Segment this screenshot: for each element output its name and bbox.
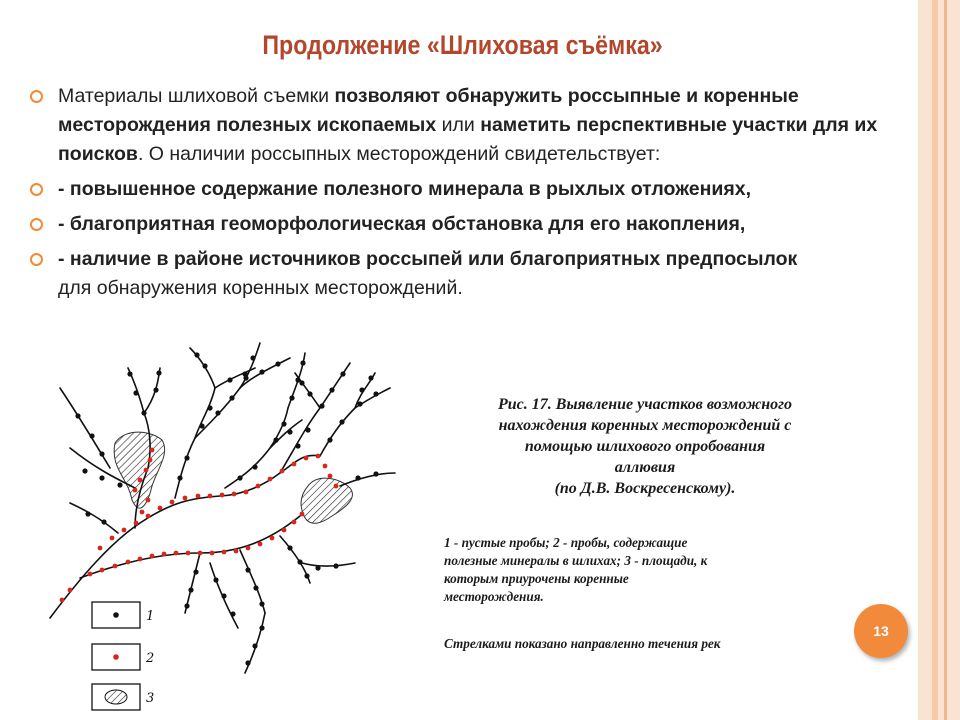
bullet-text: или bbox=[436, 114, 481, 136]
legend-line: которым приурочены коренные bbox=[444, 571, 629, 586]
bullet-text-bold: позволяют обнаружить россыпные и коренные месторождения полезных ископаемых bbox=[58, 85, 799, 136]
legend-key-3: 3 bbox=[146, 691, 155, 706]
figure-legend bbox=[92, 602, 154, 710]
caption-line: нахождения коренных месторождений с bbox=[498, 417, 792, 434]
legend-line: месторождения. bbox=[444, 589, 544, 604]
river-network-figure bbox=[40, 328, 430, 718]
decor-stripe-light bbox=[918, 0, 932, 720]
decor-stripe-dark bbox=[938, 0, 960, 720]
figure-caption bbox=[440, 394, 850, 499]
bullet-text: Материалы шлиховой съемки bbox=[58, 85, 335, 107]
bullet-text-bold: - наличие в районе источников россыпей или благоприятных предпосылок bbox=[58, 248, 798, 270]
caption-line: Рис. 17. Выявление участков возможного bbox=[498, 396, 792, 413]
bullet-text-bold: - повышенное содержание полезного минерала в рыхлых отложениях, bbox=[58, 178, 752, 200]
caption-line: (по Д.В. Воскресенскому). bbox=[554, 480, 736, 497]
legend-description bbox=[444, 534, 844, 606]
legend-line: полезные минералы в шлихах; 3 - площади, к bbox=[444, 553, 708, 568]
river-main bbox=[50, 455, 320, 618]
bullet-circle-icon bbox=[30, 218, 43, 231]
bullet-text-bold: наметить перспективные участки для их поисков bbox=[58, 114, 878, 165]
legend-key-2: 2 bbox=[146, 651, 155, 666]
bullet-text-bold: - благоприятная геоморфологическая обстановка для его накопления, bbox=[58, 213, 746, 235]
page-number-badge: 13 bbox=[854, 604, 908, 658]
river-lower bbox=[80, 516, 300, 578]
bullet-item bbox=[30, 175, 900, 204]
bullet-item bbox=[30, 210, 900, 239]
bullet-list bbox=[30, 82, 900, 309]
bullet-text: . О наличии россыпных месторождений свидетельствует: bbox=[137, 143, 661, 165]
bullet-text: для обнаружения коренных месторождений. bbox=[58, 277, 463, 299]
bullet-circle-icon bbox=[30, 183, 43, 196]
caption-line: помощью шлихового опробования bbox=[524, 438, 766, 455]
bullet-circle-icon bbox=[30, 253, 43, 266]
slide-title: Продолжение «Шлиховая съёмка» bbox=[262, 30, 663, 60]
legend-key-1: 1 bbox=[146, 609, 155, 624]
bullet-item bbox=[30, 245, 900, 303]
legend-line: 1 - пустые пробы; 2 - пробы, содержащие bbox=[444, 535, 688, 550]
caption-line: аллювия bbox=[614, 459, 676, 476]
bullet-item bbox=[30, 82, 900, 169]
arrows-note: Стрелками показано направленно течения рек bbox=[444, 636, 721, 651]
decor-stripe-edge bbox=[944, 0, 947, 720]
bullet-circle-icon bbox=[30, 90, 43, 103]
